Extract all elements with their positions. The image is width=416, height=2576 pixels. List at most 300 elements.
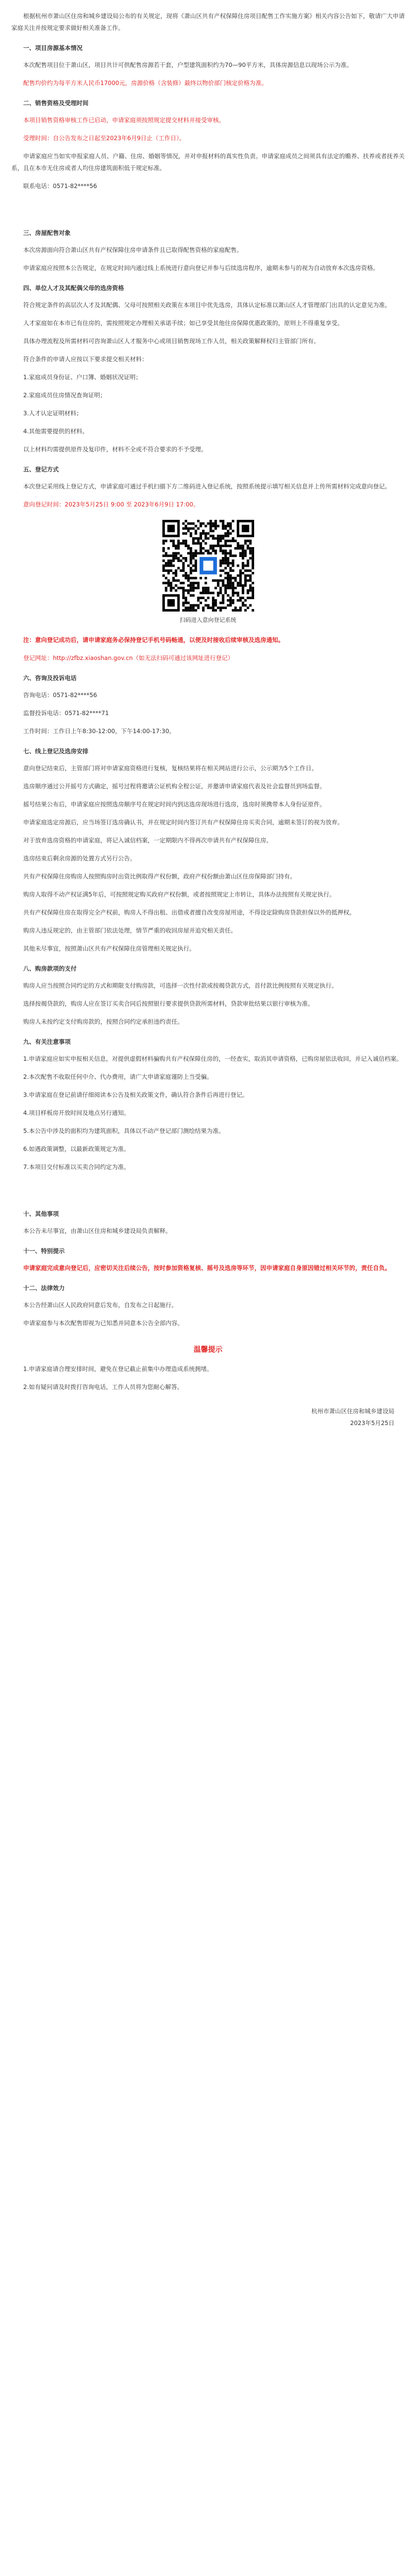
qr-module — [172, 579, 175, 582]
qr-module — [194, 532, 197, 535]
section-5-url-note[interactable]: 登记网址：http://zfbz.xiaoshan.gov.cn（如无法扫码可通过该网址进行登记） — [23, 654, 234, 662]
qr-module — [252, 552, 254, 555]
section-9-item: 1.申请家庭应如实申报相关信息，对提供虚假材料骗购共有产权保障住房的，一经查实，取消其申请资格，已购房屋依法收回，并记入诚信档案。 — [23, 1055, 403, 1062]
qr-finder-inner — [241, 525, 248, 532]
qr-module — [231, 584, 234, 587]
qr-module — [249, 589, 252, 592]
qr-module — [214, 552, 217, 555]
qr-module — [239, 584, 242, 587]
qr-module — [229, 597, 231, 599]
qr-module — [244, 604, 246, 607]
qr-module — [249, 550, 252, 552]
qr-module — [197, 606, 199, 609]
section-2-red-line-2: 受理时间：自公告发布之日起至2023年6月9日止（工作日）。 — [23, 134, 186, 142]
qr-module — [244, 539, 246, 542]
qr-module — [199, 602, 202, 604]
qr-module — [227, 594, 229, 597]
section-1-paragraph: 本次配售项目位于萧山区，项目共计可供配售房源若干套，户型建筑面积约为70—90平方米，具体房源信息以现场公示为准。 — [23, 61, 353, 69]
qr-module — [197, 527, 199, 530]
qr-module — [249, 539, 252, 542]
section-9-item: 4.项目样板房开放时间及地点另行通知。 — [23, 1109, 130, 1116]
qr-module — [239, 552, 242, 555]
qr-module — [234, 606, 237, 609]
qr-module — [239, 577, 242, 580]
qr-module — [204, 532, 207, 535]
qr-module — [214, 525, 217, 528]
section-8-heading: 八、购房款项的支付 — [23, 965, 77, 972]
section-5-time-note: 意向登记时间：2023年5月25日 9:00 至 2023年6月9日 17:00。 — [23, 501, 199, 508]
section-6-heading: 六、咨询及投诉电话 — [23, 674, 77, 682]
qr-module — [229, 525, 231, 528]
qr-module — [175, 574, 177, 577]
qr-module — [162, 554, 165, 557]
qr-module — [246, 562, 249, 565]
qr-module — [229, 579, 231, 582]
section-2-red-line-1: 本项目销售资格审核工作已启动，申请家庭须按照规定提交材料并接受审核。 — [23, 116, 225, 124]
qr-module — [212, 602, 214, 604]
qr-module — [207, 522, 209, 525]
qr-module — [212, 530, 214, 532]
section-8-paragraph: 购房人应当按照合同约定的方式和期限支付购房款，可选择一次性付款或按揭贷款方式，首付款比例按照有关规定执行。 — [23, 982, 338, 989]
qr-module — [192, 552, 194, 555]
qr-module — [189, 609, 192, 612]
qr-module — [189, 557, 192, 560]
qr-module — [214, 545, 217, 547]
qr-module — [177, 545, 179, 547]
section-7-paragraph: 意向登记结束后，主管部门将对申请家庭资格进行复核，复核结果将在相关网站进行公示，公示期为5个工作日。 — [23, 765, 318, 772]
qr-module — [252, 554, 254, 557]
qr-module — [204, 587, 207, 589]
qr-module — [219, 545, 222, 547]
section-4-list-item: 1.家庭成员身份证、户口簿、婚姻状况证明； — [23, 374, 142, 381]
qr-module — [219, 537, 222, 540]
qr-module — [187, 552, 190, 555]
qr-module — [244, 584, 246, 587]
qr-module — [241, 589, 244, 592]
qr-module — [185, 532, 187, 535]
qr-module — [177, 587, 179, 589]
qr-module — [199, 550, 202, 552]
section-10-heading: 十、其他事项 — [23, 1210, 59, 1217]
qr-module — [246, 560, 249, 562]
section-8-paragraph: 购房人未按约定支付购房款的，按照合同约定承担违约责任。 — [23, 1018, 184, 1025]
qr-module — [199, 542, 202, 545]
qr-module — [241, 565, 244, 567]
qr-module — [227, 522, 229, 525]
qr-module — [182, 557, 185, 560]
qr-module — [219, 520, 222, 522]
qr-module — [212, 550, 214, 552]
qr-module — [214, 520, 217, 522]
qr-module — [185, 602, 187, 604]
qr-module — [175, 584, 177, 587]
qr-module — [202, 539, 204, 542]
qr-module — [219, 592, 222, 595]
qr-module — [241, 587, 244, 589]
qr-module — [231, 577, 234, 580]
qr-module — [192, 542, 194, 545]
qr-module — [172, 554, 175, 557]
qr-module — [227, 525, 229, 528]
qr-module — [219, 560, 222, 562]
qr-module — [229, 602, 231, 604]
qr-module — [224, 542, 227, 545]
section-9-item: 2.本次配售不收取任何中介、代办费用，请广大申请家庭谨防上当受骗。 — [23, 1073, 213, 1080]
qr-module — [239, 597, 242, 599]
qr-module — [182, 602, 185, 604]
qr-module — [185, 609, 187, 612]
qr-module — [182, 569, 185, 572]
qr-module — [246, 606, 249, 609]
qr-module — [194, 537, 197, 540]
qr-module — [204, 589, 207, 592]
qr-module — [192, 584, 194, 587]
qr-module — [187, 577, 190, 580]
qr-module — [239, 574, 242, 577]
qr-module — [209, 535, 212, 537]
section-5-red-note: 注：意向登记成功后，请申请家庭务必保持登记手机号码畅通，以便及时接收后续审核及选房通知。 — [23, 636, 284, 643]
qr-module — [229, 604, 231, 607]
qr-module — [214, 587, 217, 589]
qr-module — [207, 550, 209, 552]
qr-module — [185, 527, 187, 530]
qr-module — [212, 609, 214, 612]
qr-module — [204, 582, 207, 584]
qr-module — [199, 547, 202, 550]
qr-module — [189, 572, 192, 574]
qr-module — [177, 567, 179, 569]
qr-module — [246, 592, 249, 595]
qr-module — [162, 569, 165, 572]
qr-module — [219, 547, 222, 550]
section-6-hours: 工作时间：工作日上午8:30-12:00，下午14:00-17:30。 — [23, 727, 175, 735]
qr-module — [202, 552, 204, 555]
qr-module — [237, 594, 239, 597]
qr-module — [222, 602, 224, 604]
qr-module — [222, 562, 224, 565]
qr-module — [192, 527, 194, 530]
qr-module — [239, 579, 242, 582]
qr-module — [229, 545, 231, 547]
qr-module — [222, 535, 224, 537]
qr-module — [234, 547, 237, 550]
qr-module — [162, 550, 165, 552]
qr-module — [252, 589, 254, 592]
qr-module — [239, 545, 242, 547]
qr-module — [237, 547, 239, 550]
qr-module — [222, 594, 224, 597]
qr-module — [187, 547, 190, 550]
qr-module — [209, 522, 212, 525]
qr-module — [252, 594, 254, 597]
qr-module — [224, 567, 227, 569]
qr-module — [227, 535, 229, 537]
qr-module — [212, 599, 214, 602]
qr-module — [217, 584, 219, 587]
qr-module — [234, 577, 237, 580]
qr-module — [202, 597, 204, 599]
qr-module — [182, 565, 185, 567]
qr-module — [185, 606, 187, 609]
qr-module — [172, 552, 175, 555]
qr-module — [207, 604, 209, 607]
qr-module — [246, 565, 249, 567]
qr-module — [222, 579, 224, 582]
section-7-paragraph: 申请家庭选定房源后，应当场签订选房确认书，并在规定时间内签订共有产权保障住房买卖合同，逾期未签订的视为放弃。 — [23, 819, 343, 826]
qr-module — [199, 577, 202, 580]
qr-module — [167, 562, 170, 565]
qr-module — [199, 525, 202, 528]
qr-module — [222, 545, 224, 547]
qr-module — [189, 577, 192, 580]
qr-module — [227, 565, 229, 567]
qr-module — [204, 525, 207, 528]
qr-module — [172, 572, 175, 574]
qr-module — [199, 532, 202, 535]
qr-module — [192, 609, 194, 612]
qr-module — [209, 520, 212, 522]
qr-module — [164, 589, 167, 592]
qr-module — [244, 542, 246, 545]
qr-module — [244, 599, 246, 602]
qr-module — [204, 550, 207, 552]
qr-module — [199, 552, 202, 555]
qr-module — [212, 604, 214, 607]
qr-module — [202, 530, 204, 532]
notice-item: 1.申请家庭请合理安排时间，避免在登记截止前集中办理造成系统拥堵。 — [23, 1365, 213, 1372]
qr-module — [167, 584, 170, 587]
qr-module — [237, 545, 239, 547]
qr-module — [167, 547, 170, 550]
qr-module — [204, 604, 207, 607]
qr-module — [222, 527, 224, 530]
qr-module — [207, 589, 209, 592]
qr-module — [222, 522, 224, 525]
section-1-price-note: 配售均价约为每平方米人民币17000元，房源价格（含装修）最终以物价部门核定价格为准。 — [23, 79, 268, 87]
section-9-item: 3.申请家庭在登记前请仔细阅读本公告及相关政策文件，确认符合条件后再进行登记。 — [23, 1091, 248, 1098]
qr-module — [212, 537, 214, 540]
qr-module — [192, 589, 194, 592]
qr-module — [224, 539, 227, 542]
qr-module — [194, 609, 197, 612]
qr-module — [212, 592, 214, 595]
section-9-item: 5.本公告中涉及的面积均为建筑面积，具体以不动产登记部门测绘结果为准。 — [23, 1127, 225, 1134]
qr-module — [222, 525, 224, 528]
qr-module — [197, 604, 199, 607]
qr-module — [189, 562, 192, 565]
qr-module — [194, 604, 197, 607]
qr-module — [224, 589, 227, 592]
qr-module — [192, 604, 194, 607]
section-4-list-item: 2.家庭成员住房情况查询证明； — [23, 392, 106, 399]
qr-module — [170, 587, 172, 589]
qr-module — [164, 562, 167, 565]
qr-module — [241, 604, 244, 607]
qr-module — [189, 584, 192, 587]
qr-module — [222, 552, 224, 555]
qr-module — [246, 547, 249, 550]
qr-module — [187, 527, 190, 530]
notice-item: 2.如有疑问请及时拨打咨询电话，工作人员将为您耐心解答。 — [23, 1383, 183, 1391]
qr-module — [209, 606, 212, 609]
section-11-red-paragraph: 申请家庭完成意向登记后，应密切关注后续公告，按时参加资格复核、摇号及选房等环节，因申请家庭自身原因错过相关环节的，责任自负。 — [23, 1264, 391, 1272]
qr-module — [162, 567, 165, 569]
qr-module — [172, 557, 175, 560]
qr-module — [252, 567, 254, 569]
qr-module — [175, 579, 177, 582]
qr-module — [194, 560, 197, 562]
qr-module — [192, 539, 194, 542]
qr-module — [229, 567, 231, 569]
qr-module — [182, 562, 185, 565]
qr-module — [187, 565, 190, 567]
qr-module — [177, 560, 179, 562]
qr-module — [185, 572, 187, 574]
qr-module — [219, 539, 222, 542]
qr-code-container — [11, 520, 405, 612]
qr-module — [192, 587, 194, 589]
qr-module — [192, 582, 194, 584]
section-1-heading: 一、项目房源基本情况 — [23, 44, 82, 52]
qr-module — [231, 589, 234, 592]
qr-module — [202, 592, 204, 595]
qr-module — [227, 587, 229, 589]
qr-module — [194, 562, 197, 565]
qr-module — [197, 599, 199, 602]
qr-module — [194, 530, 197, 532]
qr-module — [224, 535, 227, 537]
qr-module — [219, 550, 222, 552]
qr-module — [244, 554, 246, 557]
qr-module — [214, 609, 217, 612]
qr-module — [217, 537, 219, 540]
qr-module — [182, 574, 185, 577]
qr-module — [231, 539, 234, 542]
qr-module — [231, 537, 234, 540]
section-2-heading: 二、销售资格及受理时间 — [23, 99, 89, 107]
qr-module — [202, 606, 204, 609]
qr-module — [172, 565, 175, 567]
qr-module — [194, 567, 197, 569]
qr-module — [244, 577, 246, 580]
qr-module — [237, 599, 239, 602]
qr-module — [227, 545, 229, 547]
qr-module — [229, 599, 231, 602]
section-9-heading: 九、有关注意事项 — [23, 1038, 71, 1045]
qr-module — [172, 542, 175, 545]
qr-module — [182, 522, 185, 525]
qr-module — [241, 592, 244, 595]
section-4-paragraph-3: 具体办理流程及所需材料可咨询萧山区人才服务中心或项目销售现场工作人员，相关政策解释权归主管部门所有。 — [23, 337, 320, 345]
section-7-paragraph: 选房结束后剩余房源的处置方式另行公告。 — [23, 855, 136, 862]
qr-module — [229, 522, 231, 525]
qr-module — [229, 577, 231, 580]
section-4-list-item: 4.其他需要提供的材料。 — [23, 428, 88, 435]
qr-module — [170, 560, 172, 562]
section-7-paragraph: 购房人取得不动产权证满5年后，可按照规定购买政府产权份额，或者按照规定上市转让，具体办法按照有关规定执行。 — [23, 891, 336, 898]
qr-module — [182, 532, 185, 535]
qr-module — [224, 584, 227, 587]
section-2-paragraph: 申请家庭应当如实申报家庭人员、户籍、住房、婚姻等情况，并对申报材料的真实性负责。申请家庭成员之间须具有法定的赡养、扶养或者抚养关系，且在本市无住房或者人均住房建筑面积低于规定标准。 — [11, 152, 405, 172]
qr-module — [197, 597, 199, 599]
qr-module — [194, 582, 197, 584]
qr-module — [192, 606, 194, 609]
qr-module — [222, 606, 224, 609]
qr-module — [204, 599, 207, 602]
qr-module — [214, 602, 217, 604]
qr-module — [241, 554, 244, 557]
qr-module — [219, 535, 222, 537]
section-7-paragraph: 购房人违反规定的，由主管部门依法处理，情节严重的收回房屋并追究相关责任。 — [23, 927, 237, 934]
qr-module — [217, 542, 219, 545]
qr-module — [231, 520, 234, 522]
qr-module — [241, 547, 244, 550]
qr-module — [217, 525, 219, 528]
qr-module — [239, 572, 242, 574]
qr-module — [172, 577, 175, 580]
qr-module — [167, 582, 170, 584]
qr-module — [207, 592, 209, 595]
qr-module — [252, 547, 254, 550]
qr-module — [252, 565, 254, 567]
section-4-paragraph-1: 符合规定条件的高层次人才及其配偶、父母可按照相关政策在本项目中优先选房，具体认定标准以萧山区人才管理部门出具的认定意见为准。 — [23, 301, 391, 309]
qr-module — [172, 560, 175, 562]
qr-module — [217, 535, 219, 537]
section-7-heading: 七、线上登记及选房安排 — [23, 748, 89, 755]
section-4-heading: 四、单位人才及其配偶父母的选房资格 — [23, 284, 124, 292]
section-4-paragraph-2: 人才家庭如在本市已有住房的，需按照规定办理相关承诺手续；如已享受其他住房保障优惠政策的，原则上不得重复享受。 — [23, 319, 343, 327]
section-5-heading: 五、登记方式 — [23, 466, 59, 473]
qr-module — [241, 562, 244, 565]
qr-module — [187, 584, 190, 587]
qr-module — [209, 525, 212, 528]
qr-module — [202, 522, 204, 525]
qr-module — [249, 584, 252, 587]
qr-module — [212, 525, 214, 528]
qr-module — [217, 545, 219, 547]
qr-module — [162, 539, 165, 542]
qr-module — [249, 597, 252, 599]
qr-code-icon[interactable] — [162, 520, 254, 612]
qr-module — [244, 565, 246, 567]
qr-module — [219, 609, 222, 612]
qr-module — [222, 560, 224, 562]
qr-module — [182, 594, 185, 597]
qr-module — [222, 520, 224, 522]
qr-module — [209, 527, 212, 530]
qr-module — [182, 609, 185, 612]
qr-module — [224, 554, 227, 557]
qr-module — [252, 609, 254, 612]
qr-module — [185, 542, 187, 545]
section-12-heading: 十二、法律效力 — [23, 1284, 65, 1292]
qr-module — [237, 582, 239, 584]
qr-module — [199, 535, 202, 537]
qr-module — [231, 554, 234, 557]
qr-module — [229, 554, 231, 557]
qr-module — [189, 569, 192, 572]
qr-module — [241, 572, 244, 574]
qr-module — [202, 532, 204, 535]
qr-module — [227, 577, 229, 580]
qr-module — [229, 574, 231, 577]
qr-module — [182, 542, 185, 545]
qr-module — [227, 572, 229, 574]
qr-module — [179, 569, 182, 572]
qr-module — [170, 562, 172, 565]
qr-module — [167, 579, 170, 582]
qr-module — [231, 609, 234, 612]
